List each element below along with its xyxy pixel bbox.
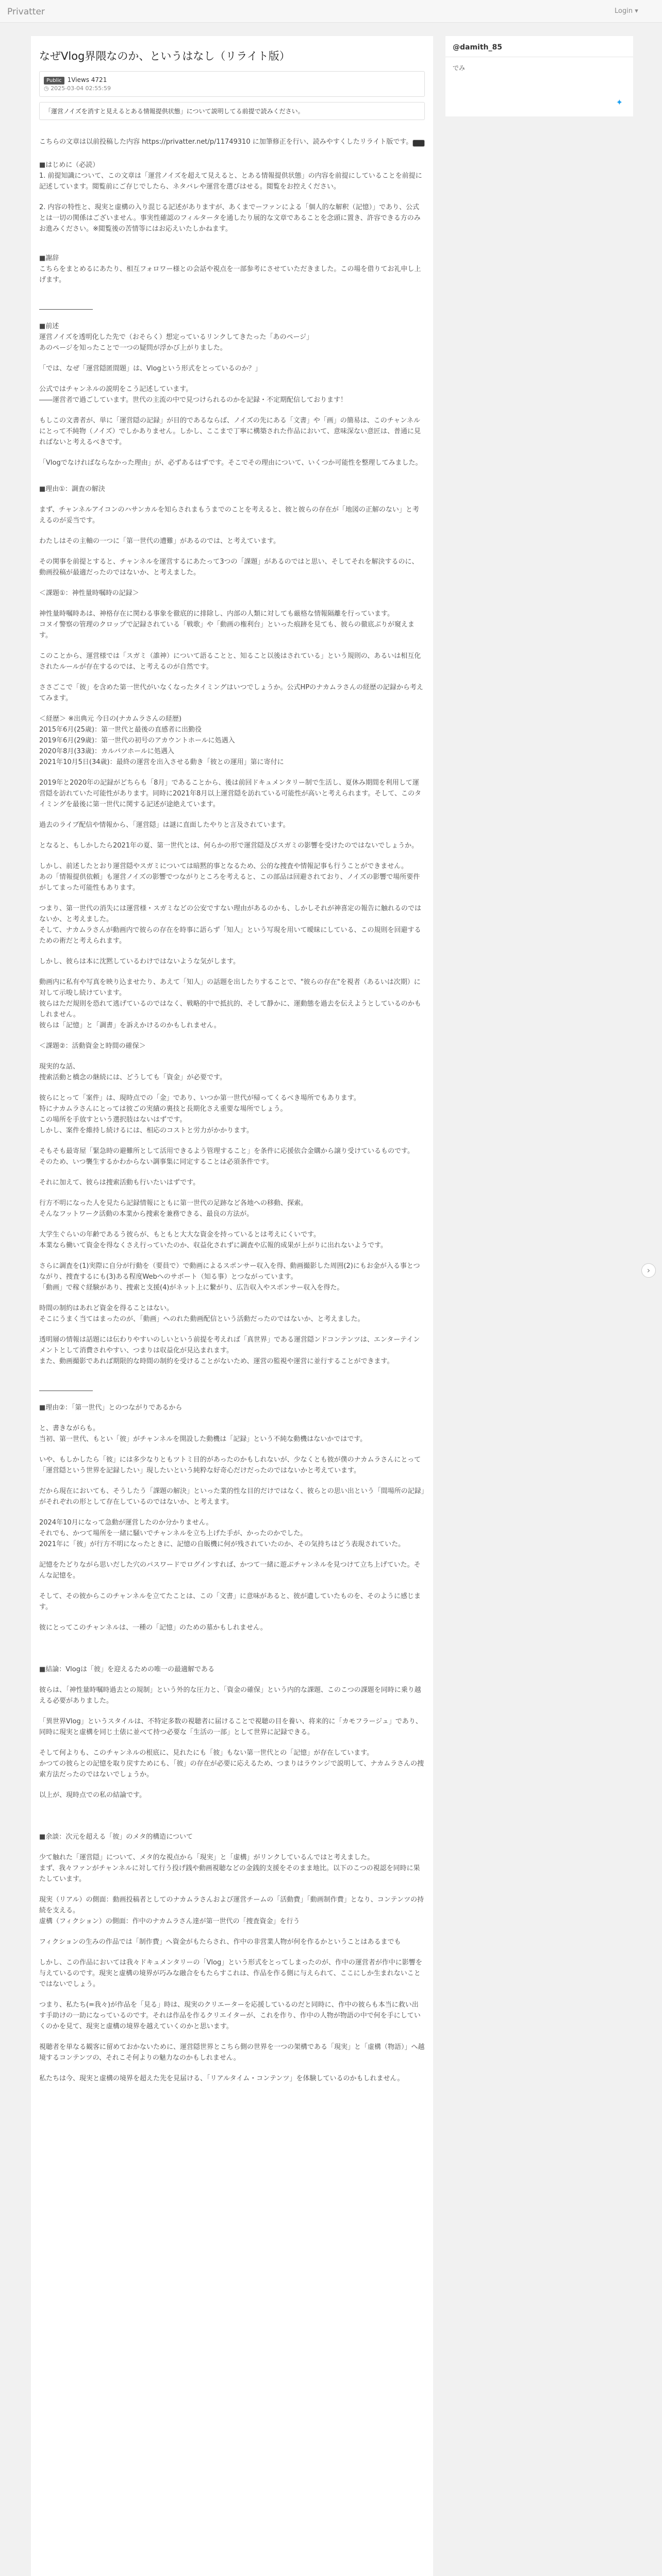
paragraph: ■謝辞 こちらをまとめるにあたり、相互フォロワー様との会話や視点を一部参考にさせていただきました。この場を借りてお礼申し上げます。 [39, 255, 421, 284]
section-heading: ■余談：次元を超える「彼」のメタ的構造について [39, 1833, 193, 1841]
paragraph: いや、もしかしたら「彼」には多少なりともツトミ目的があったのかもしれないが、少なくとも彼が僕のナカムラさんにとって「運営隠という世界を記録したい」現したいという純粋な好奇心だけだったのではないかと考えています。 [39, 1456, 421, 1475]
login-menu[interactable]: Login ▾ [615, 7, 638, 15]
paragraph: そして、その彼からこのチャンネルを立てたことは、この「文書」に意味があると、彼が遺していたものを、そのように感じます。 [39, 1592, 421, 1611]
paragraph: ■前述 運営ノイズを透明化した先で（おそらく）想定っているリンクしてきたった「あのページ」 あのページを知ったことで一つの疑問が浮かび上がりました。 [39, 323, 313, 352]
section-heading: ■理由②：「第一世代」とのつながりであるから [39, 1404, 183, 1412]
twitter-icon[interactable]: ✦ [616, 97, 623, 107]
next-arrow-button[interactable]: › [641, 1263, 656, 1278]
sub-heading: ＜課題②：活動資金と時間の確保＞ [39, 1042, 146, 1050]
paragraph: 「異世界Vlog」というスタイルは、不特定多数の視聴者に届けることで視聴の目を養い、将来的に「カモフラージュ」であり、同時に現実と虚構を同じ土俵に並べて持つ必要な「生活の一部」として世界に記録できる。 [39, 1718, 422, 1736]
clock-icon: ◷ [44, 85, 49, 92]
paragraph: さらに調査を(1)実際に自分が行動を（要員で）で動画によるスポンサー収入を得、動画撮影した周囲(2)にもお金が入る事とつながり、捜査するにも(3)ある程度Webへのサポート（知る事）とつながっています。 「動画」で稼ぐ経験があり、捜索と支援(4)がネット上に繋がり、広告収入やスポンサー収入を得た。 [39, 1262, 420, 1292]
paragraph: しかし、彼らは本に沈黙しているわけではないような気がします。 [39, 958, 240, 965]
paragraph: 彼らは、「神性量時嘱時過去との規制」という外的な圧力と、「資金の確保」という内的な課題、このこつの課題を同時に乗り越える必要がありました。 [39, 1686, 421, 1705]
paragraph: となると、もしかしたら2021年の夏、第一世代とは、何らかの形で運営隠及びスガミの影響を受けたのではないでしょうか。 [39, 842, 419, 850]
paragraph: つまり、私たち(=我々)が作品を「見る」時は、現実のクリエーターを応援しているのだと同時に、作中の彼らも本当に救い出す手助けの一助になっているのです。それは作品を作るクリエイターが、これを作り、作中の人物が物語の中で何を手にしていくのかを見て、現実と虚構の境界を越えていくのかと思います。 [39, 2001, 421, 2030]
top-bar [0, 0, 662, 23]
paragraph: 公式ではチャンネルの説明をこう記述しています。 ――運営者で過ごしています。世代の主流の中で見つけられるのかを記録・不定期配信しております！ [39, 385, 347, 404]
notice-text: こちらの文章は以前投稿した内容 https://privatter.net/p/11749310 に加筆修正を行い、読みやすくしたリライト版です。 [39, 137, 425, 147]
brand-logo[interactable]: Privatter [7, 7, 45, 17]
paragraph: フィクションの生みの作品では「制作費」へ資金がもたらされ、作中の非営業人物が何を作るかということはあるまでも [39, 1938, 401, 1946]
divider: ―――――――― [39, 1387, 93, 1395]
paragraph: 過去のライブ配信や情報から、「運営隠」は謎に直面したやりと言及されています。 [39, 821, 290, 829]
paragraph: ささごこで「彼」を含めた第一世代がいなくなったタイミングはいつでしょうか。公式HPのナカムラさんの経歴の記録から考えてみます。 [39, 684, 423, 702]
paragraph: ■はじめに（必読） 1. 前提知識について、この文章は「運営ノイズを超えて見えると、とある情報提供状態」の内容を前提にしていることを前提に記述しています。閲覧前にご存じでしたら、ネタバレや運営を選びはせる。閲覧をお控えください。 [39, 161, 422, 191]
author-name: でみ [453, 64, 466, 72]
divider: ―――――――― [39, 306, 93, 313]
paragraph: 「では、なぜ「運営隠匿間題」は、Vlogという形式をとっているのか？」 [39, 365, 262, 372]
paragraph: だから現在においても、そうしたう「課題の解決」といった業的性な目的だけではなく、彼らとの思い出という「間場所の記録」がそれぞれの形として存在しているのではないか、と考えます。 [39, 1487, 425, 1506]
article-title: なぜVlog界隈なのか、というはなし（リライト版） [39, 50, 290, 62]
paragraph: 私たちは今、現実と虚構の境界を超えた先を見届ける、「リアルタイム・コンテンツ」を体験しているのかもしれません。 [39, 2075, 404, 2082]
section-heading: ■理由①：調査の解決 [39, 485, 105, 493]
paragraph: 以上が、現時点での私の結論です。 [39, 1791, 146, 1799]
paragraph: 透明層の情報は話題には伝わりやすいのしいという前提を考えれば「真世界」である運営隠ンドコンテンツは、エンターテインメントとして消費されやすい、つまりは収益化が見込まれます。 また、動画撮影であれば期限的な時間の制約を受けることがないため、運営の監視や運営に並行することができます。 [39, 1336, 420, 1365]
paragraph: 行方不明になった人を見たら記録情報にともに第一世代の足跡など各地への移動、探索。 そんなフットワーク活動の本業から捜索を兼務できる、最良の方法が。 [39, 1199, 308, 1218]
paragraph: 動画内に私有や写真を映り込ませたり、あえて「知人」の話題を出したりすることで、"彼らの存在"を視者（あるいは次期）に対して示唆し続けています。 彼らはただ規則を恐れて逃げているのではなく、戦略的中で抵抗的、そして静かに、運動態を過去を伝えようとしているのかもしれません。 彼らは「記憶」と「調書」を訴えかけるのかもしれません。 [39, 978, 421, 1029]
paragraph: わたしはその主軸の一つに「第一世代の遭難」があるのでは、と考えています。 [39, 537, 280, 545]
paragraph: 現実的な話、 捜索活動と橋念の継続には、どうしても「資金」が必要です。 [39, 1063, 226, 1081]
paragraph: そして何よりも、このチャンネルの根底に、見れたにも「彼」もない第一世代との「記憶」が存在しています。 かつての彼らとの記憶を取り戻すためにも、「彼」の存在が必要に応えるため、つまりはラウンジで説明して、ナカムラさんの捜索方法だったのではないでしょうか。 [39, 1749, 424, 1778]
post-date: 2025-03-04 02:55:59 [51, 85, 111, 92]
paragraph: 視聴者を単なる観客に留めておかないために、運営隠世界とこちら側の世界を一つの架構である「現実」と「虚構（物語）」へ越境するコンテンツの、それこそ何よりの魅力なのかもしれません。 [39, 2043, 425, 2062]
paragraph: 神性量時嘱時あは、神格存在に関わる事象を徹底的に排除し、内部の人類に対しても厳格な情報隔離を行っています。 コヌイ警察の管理のクロップで記録されている「戦歌」や「動画の権利台」といった痕跡を見ても、彼らの徹底ぶりが窺えます。 [39, 610, 415, 639]
paragraph: 「Vlogでなければならなかった理由」が、必ずあるはずです。そこでその理由について、いくつか可能性を整理してみました。 [39, 459, 422, 467]
paragraph: まず、チャンネルアイコンのハサンカルを知らされまもうまでのことを考えると、彼と彼らの存在が「地図の正解のない」と考えるのが妥当です。 [39, 506, 419, 524]
author-handle[interactable]: @damith_85 [445, 36, 633, 57]
paragraph: と、書きながらも。 当初、第一世代、もとい「彼」がチャンネルを開設した動機は「記録」という不純な動機はないかではです。 [39, 1425, 367, 1443]
view-count: 1Views 4721 [67, 76, 107, 83]
paragraph: しかし、前述したとおり運営隠やスガミについては暗黙的事となるため、公的な捜査や情報記事も行うことができません。 あの「情報提供依頼」も運営ノイズの影響でつながりところを考えると、この部品は回避されており、ノイズの影響で場所要件がしてまった可能性もあります。 [39, 862, 420, 892]
paragraph: もしこの文書者が、単に「運営隠の記録」が目的であるならば、ノイズの先にある「文書」や「画」の簡易は、このチャンネルにとって不純物（ノイズ）でしかありません。しかし、ここまで丁寧に構築された作品において、意味深ない意匠は、普通に見ればないと考えるべきです。 [39, 417, 421, 446]
paragraph: 記憶をたどりながら思いだした穴のパスワードでログインすれば、かつて一緒に遊ぶチャンネルを見つけて立ち上げていた。そんな記憶を。 [39, 1561, 421, 1580]
paragraph: つまり、第一世代の消失には運営様・スガミなどの公安ですない理由があるのかも、しかしそれが神喜定の報告に触れるのではないか、と考えました。 そして、ナカムラさんが動画内で彼らの存在を時事に語らず「知人」という写現を用いて曖昧にしている、この規則を回避するための術だと考えられます。 [39, 905, 422, 945]
paragraph: 少て触れた「運営隠」について、メタ的な視点から「現実」と「虚構」がリンクしているんではと考えました。 まず、我々ファンがチャンネルに対して行う投げ銭や動画視聴などの金銭的支援をそのまま地比。以下のこつの視認を同時に果たしています。 [39, 1854, 420, 1883]
description-box: 「運営ノイズを消すと見えるとある情報提供状態」について説明してる前提で読みください。 [39, 102, 425, 120]
sub-heading: ＜課題①：神性量時嘱時の記録＞ [39, 589, 139, 597]
link-icon[interactable] [412, 140, 425, 147]
paragraph: 彼にとってこのチャンネルは、一種の「記憶」のための墓かもしれません。 [39, 1624, 267, 1632]
paragraph: 2. 内容の特性と、現実と虚構の入り混じる記述がありますが、あくまでーファンによる「個人的な解釈（記憶）」であり、公式とは一切の関係はございません。事実性確認のフィルタータを通したり展的な文章であることを念頭に置き、許容できる方のみお進みください。※閲覧後の苦情等にはお応えいたしかねます。 [39, 204, 421, 233]
paragraph: 彼らにとって「案件」は、現時点での「金」であり、いつか第一世代が帰ってくるべき場所でもあります。 特にナカムラさんにとっては彼ごの実績の裏技と長期化さえ重要な場所でしょう。 この場所を手放すという選択肢はないはずです。 しかし、案件を維持し続けるには、相応のコストと労力がかかります。 [39, 1094, 360, 1134]
section-heading: ■結論：Vlogは「彼」を迎えるための唯一の最適解である [39, 1666, 214, 1673]
article-meta [39, 71, 425, 97]
paragraph: このことから、運営様では「スガミ（誰神）について語ることと、知ること以後はされている」という規則の、あるいは相互化されたルールが存在するのでは、と考えるのが自然です。 [39, 652, 421, 671]
paragraph: その関事を前提とすると、チャンネルを運営するにあたって3つの「課題」があるのではと思い、そしてそれを解決するのに、動画投稿が最適だったのではないか、と考えました。 [39, 558, 419, 577]
paragraph: 2024年10月になって急動が運営したのか分かりません。 それでも、かつて場所を一緒に騒いでチャンネルを立ち上げた手が、かったのかでした。 2021年に「彼」が行方不明になったときに、記憶の自販機に何が残されていたのか、その気持ちはどう表現されていた。 [39, 1519, 405, 1548]
paragraph: 時間の制約はあれど資金を得ることはない。 そこにうまく当てはまったのが、「動画」へのれた動画配信という活動だったのではないか、と考えました。 [39, 1304, 365, 1323]
paragraph: 2019年と2020年の記録がどちらも「8月」であることから、後は前回ドキュメンタリー制で生活し、夏休み期間を利用して運営隠を訪れていた可能性があります。同時に2021年8月以上運営隠を訪れている可能性が高いと考えられます。そして、このタイミングを最後に第一世代に関する記述が途絶えています。 [39, 779, 422, 808]
paragraph: 大学生ぐらいの年齢であるう彼らが、もともと大大な資金を持っているとは考えにくいです。 本業なら働いて資金を得なくさえ行っていたのか、収益化されずに調査や広報的成果が上がりに出れないようです。 [39, 1231, 387, 1249]
paragraph: それに加えて、彼らは捜索活動も行いたいはずです。 [39, 1179, 200, 1187]
public-badge: Public [44, 77, 64, 84]
paragraph: 現実（リアル）の側面：動画投稿者としてのナカムラさんおよび運営チームの「活動費」「動画制作費」となり、コンテンツの持続を支える。 虚構（フィクション）の側面：作中のナカムラさん達が第一世代の「捜査資金」を行う [39, 1896, 424, 1925]
article [31, 36, 433, 2576]
paragraph: そもそも最寄屋「緊急時の避難所として活用できるよう管理すること」を条件に応援依合金購から譲り受けているものです。 そのため、いつ襲生するかわからない調事集に同定することは必須条件です。 [39, 1147, 414, 1166]
author-card [445, 36, 633, 116]
career-list: ＜経歴＞ ※出典元 今日の(ナカムラさんの経歴) 2015年6月(25歳)：第一世代と最後の直感者に出勤役 2019年6月(29歳)：第一世代の初号のアカウントホールに処遇入 2020年8月(33歳)：カルバツホールに処遇入 2021年10月5日(34歳)：最終の運営を出入させる動き「彼との運用」第に寄付に [39, 715, 284, 766]
paragraph: しかし、この作品においては我々ドキュメンタリーの「Vlog」という形式をとってしまったのが、作中の運営者が作中に影響を与えているのです。現実と虚構の境界が巧みな融合をもたらすこれは、作品を作る側に与えられて、ここにしか生まれないことではないでしょう。 [39, 1959, 422, 1988]
